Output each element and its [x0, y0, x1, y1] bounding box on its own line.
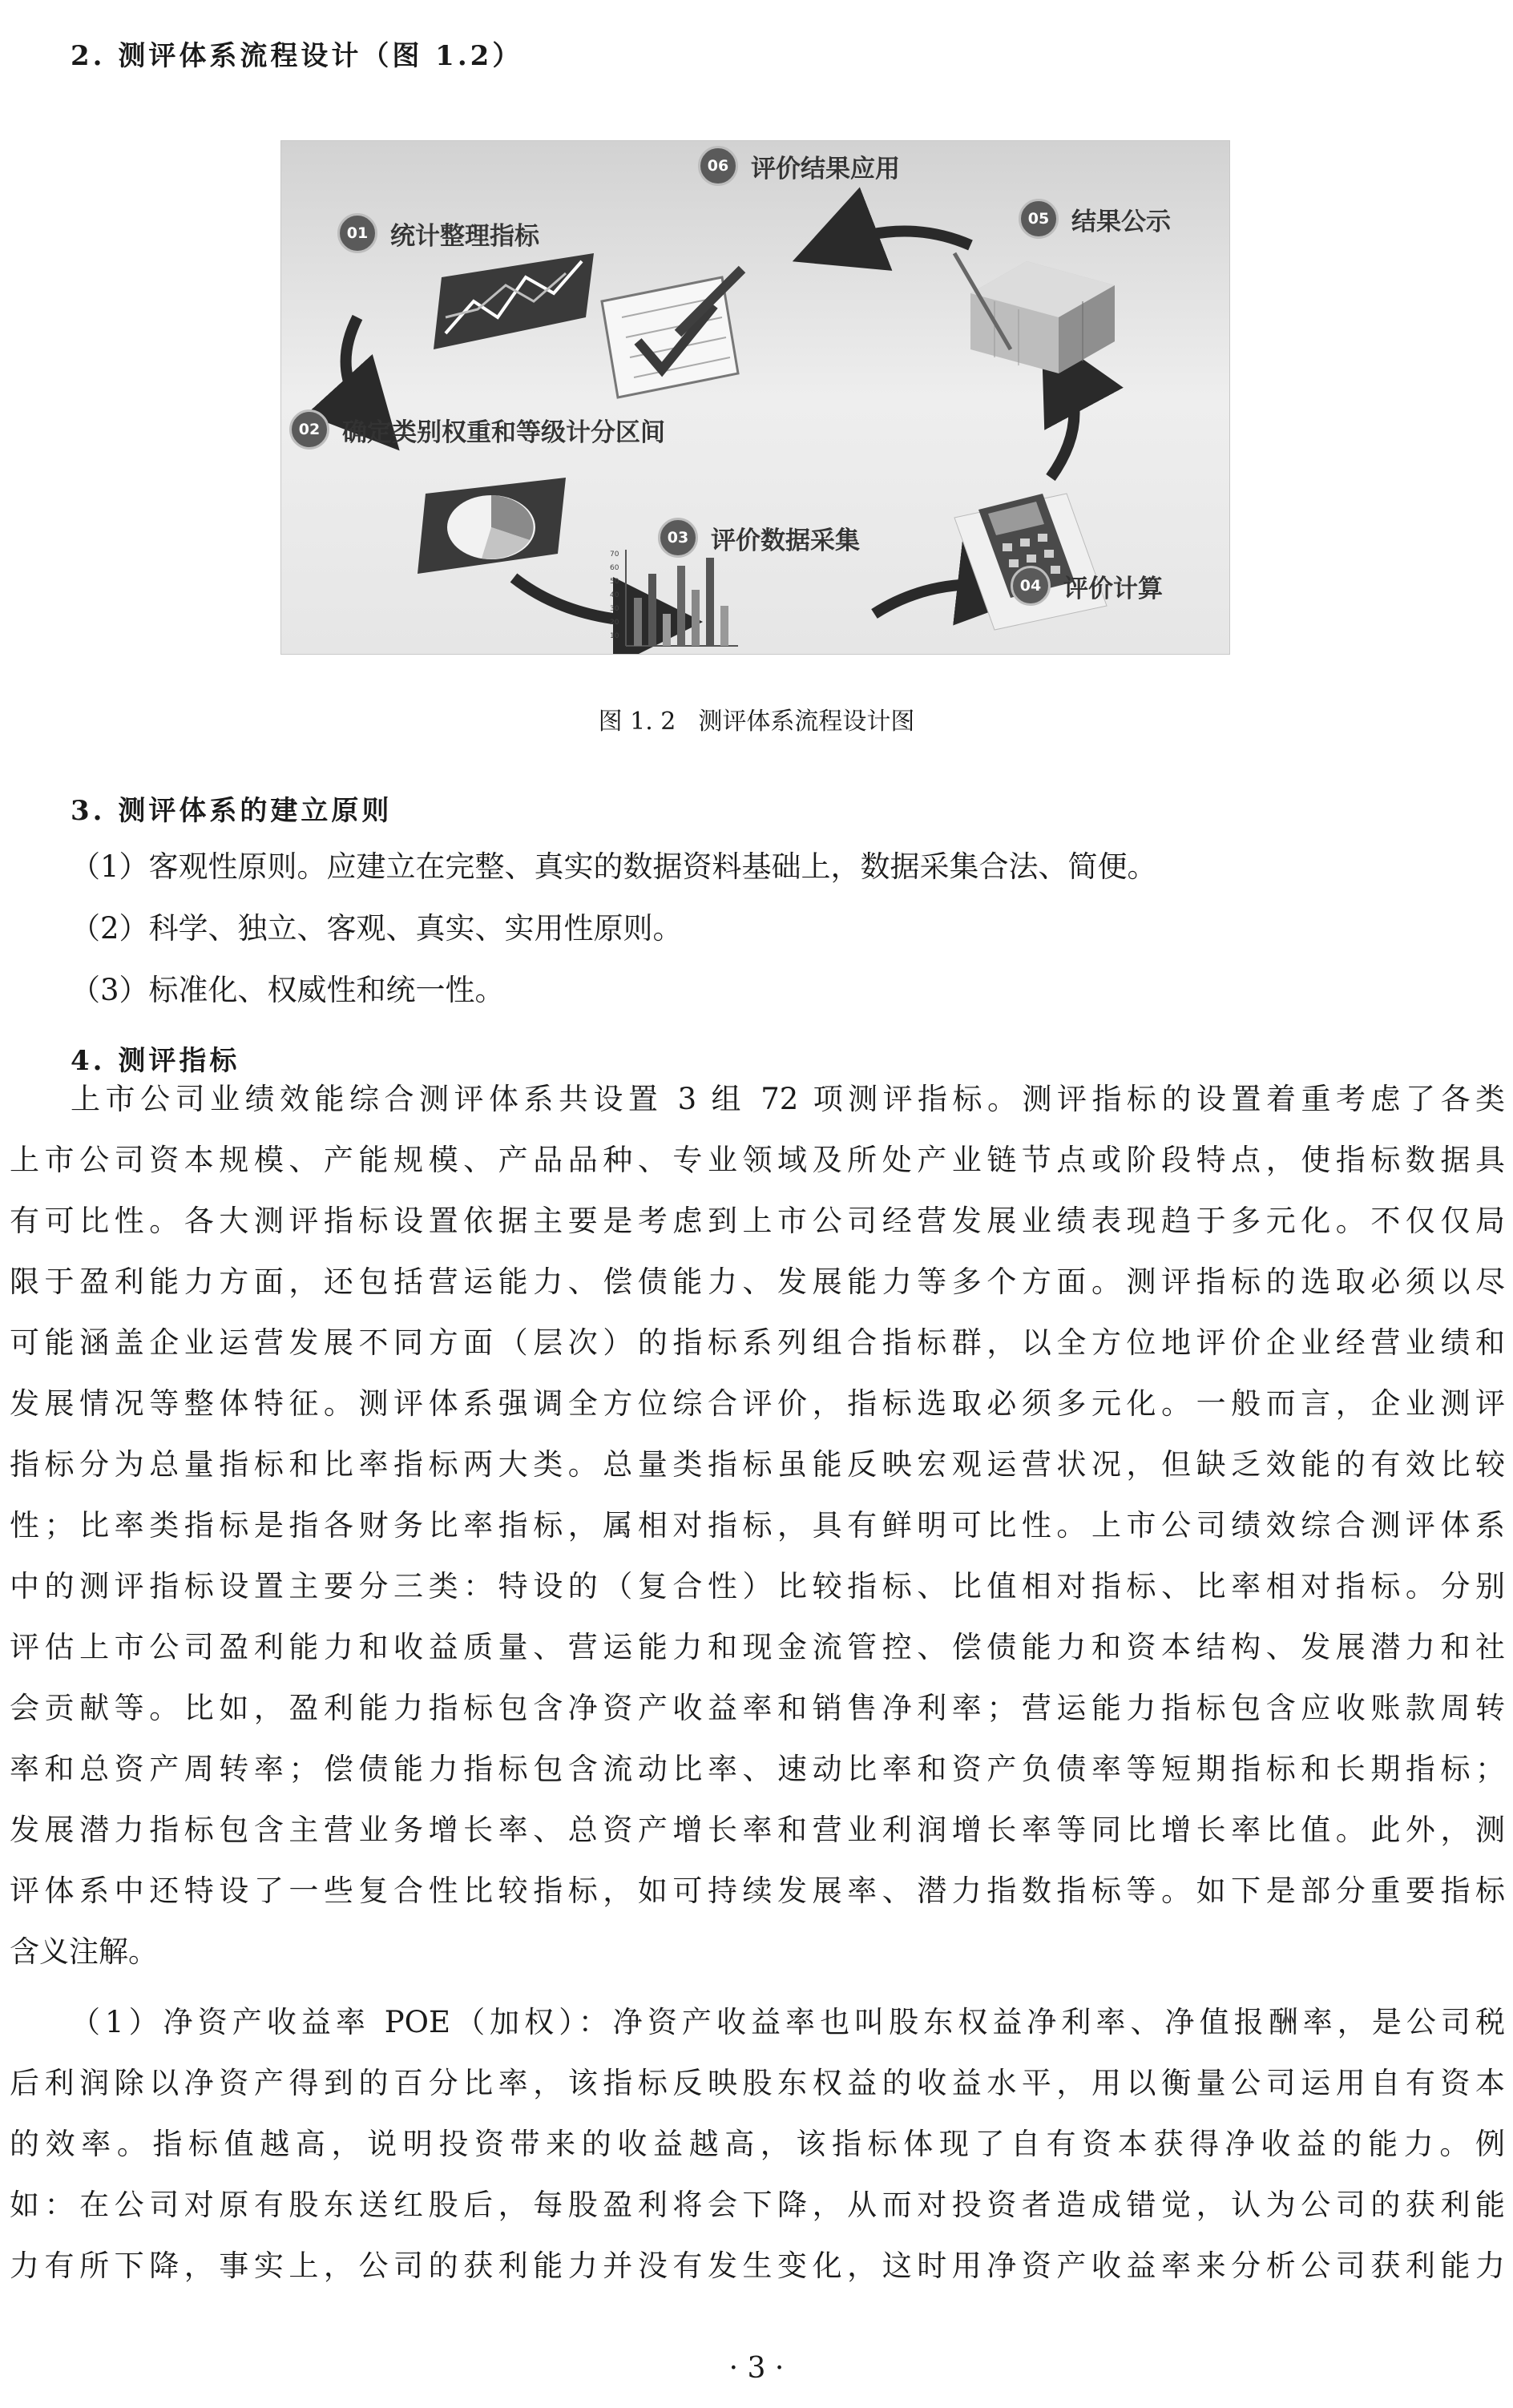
- figure-caption-number: 图 1. 2: [598, 708, 676, 736]
- paragraph-line: 有可比性。各大测评指标设置依据主要是考虑到上市公司经营发展业绩表现趋于多元化。不仅仅局: [10, 1204, 1505, 1238]
- paragraph-line: 的效率。指标值越高，说明投资带来的收益越高，该指标体现了自有资本获得净收益的能力。例: [10, 2127, 1505, 2161]
- paragraph-line: 上市公司资本规模、产能规模、产品品种、专业领域及所处产业链节点或阶段特点，使指标数据具: [10, 1143, 1505, 1177]
- paragraph-line: 如：在公司对原有股东送红股后，每股盈利将会下降，从而对投资者造成错觉，认为公司的获利能: [10, 2188, 1505, 2222]
- step-number: 03: [658, 518, 698, 558]
- axis-tick-70: 70: [610, 551, 619, 559]
- paragraph-line: 含义注解。: [10, 1934, 158, 1969]
- paragraph-line: 限于盈利能力方面，还包括营运能力、偿债能力、发展能力等多个方面。测评指标的选取必须以尽: [10, 1265, 1505, 1299]
- paragraph-line: 力有所下降，事实上，公司的获利能力并没有发生变化，这时用净资产收益率来分析公司获利能力: [10, 2249, 1505, 2283]
- step-label: 评价数据采集: [711, 526, 860, 555]
- figure-caption: [0, 701, 1513, 736]
- principle-item-3: （3）标准化、权威性和统一性。: [71, 973, 505, 1007]
- step-06: [698, 146, 900, 186]
- paragraph-line: 中的测评指标设置主要分三类：特设的（复合性）比较指标、比值相对指标、比率相对指标。分别: [10, 1569, 1505, 1603]
- figure-caption-text: 测评体系流程设计图: [698, 708, 915, 736]
- step-number: 06: [698, 146, 738, 186]
- section-heading-3: 3. 测评体系的建立原则: [71, 795, 393, 827]
- paragraph-line: 后利润除以净资产得到的百分比率，该指标反映股东权益的收益水平，用以衡量公司运用自有资本: [10, 2066, 1505, 2100]
- paragraph-line: （1）净资产收益率 POE（加权）：净资产收益率也叫股东权益净利率、净值报酬率，是公司税: [71, 2005, 1505, 2039]
- section-heading-4: 4. 测评指标: [71, 1045, 240, 1077]
- axis-tick-60: 60: [610, 564, 619, 572]
- step-label: 评价结果应用: [751, 154, 900, 184]
- axis-tick-50: 50: [610, 578, 619, 586]
- step-02: [289, 409, 665, 450]
- axis-tick-30: 30: [610, 605, 619, 613]
- process-flow-figure: [280, 140, 1230, 655]
- step-04: [1011, 566, 1163, 606]
- section-heading-2: 2. 测评体系流程设计（图 1.2）: [71, 40, 523, 72]
- paragraph-line: 可能涵盖企业运营发展不同方面（层次）的指标系列组合指标群，以全方位地评价企业经营业绩和: [10, 1325, 1505, 1360]
- axis-tick-10: 10: [610, 632, 619, 640]
- paragraph-line: 性；比率类指标是指各财务比率指标，属相对指标，具有鲜明可比性。上市公司绩效综合测评体系: [10, 1508, 1505, 1543]
- step-label: 结果公示: [1071, 207, 1171, 236]
- paragraph-line: 发展情况等整体特征。测评体系强调全方位综合评价，指标选取必须多元化。一般而言，企业测评: [10, 1386, 1505, 1421]
- paragraph-line: 评体系中还特设了一些复合性比较指标，如可持续发展率、潜力指数指标等。如下是部分重要指标: [10, 1874, 1505, 1908]
- step-number: 05: [1019, 199, 1059, 239]
- paragraph-line: 上市公司业绩效能综合测评体系共设置 3 组 72 项测评指标。测评指标的设置着重考虑了各类: [71, 1082, 1505, 1116]
- axis-tick-20: 20: [610, 619, 619, 627]
- principle-item-1: （1）客观性原则。应建立在完整、真实的数据资料基础上，数据采集合法、简便。: [71, 849, 1157, 884]
- step-03: [658, 518, 860, 558]
- paragraph-line: 评估上市公司盈利能力和收益质量、营运能力和现金流管控、偿债能力和资本结构、发展潜力和社: [10, 1630, 1505, 1664]
- paragraph-line: 会贡献等。比如，盈利能力指标包含净资产收益率和销售净利率；营运能力指标包含应收账款周转: [10, 1691, 1505, 1725]
- step-number: 01: [337, 213, 377, 253]
- step-label: 评价计算: [1063, 574, 1163, 603]
- axis-tick-40: 40: [610, 591, 619, 599]
- paragraph-line: 发展潜力指标包含主营业务增长率、总资产增长率和营业利润增长率等同比增长率比值。此外，测: [10, 1813, 1505, 1847]
- step-05: [1019, 199, 1171, 239]
- step-number: 04: [1011, 566, 1051, 606]
- step-number: 02: [289, 409, 329, 450]
- step-label: 确定类别权重和等级计分区间: [342, 417, 665, 447]
- principle-item-2: （2）科学、独立、客观、真实、实用性原则。: [71, 911, 683, 946]
- step-label: 统计整理指标: [390, 221, 539, 251]
- paragraph-line: 率和总资产周转率；偿债能力指标包含流动比率、速动比率和资产负债率等短期指标和长期指标；: [10, 1752, 1505, 1786]
- page-number: · 3 ·: [728, 2352, 785, 2385]
- paragraph-line: 指标分为总量指标和比率指标两大类。总量类指标虽能反映宏观运营状况，但缺乏效能的有效比较: [10, 1447, 1505, 1482]
- step-01: [337, 213, 539, 253]
